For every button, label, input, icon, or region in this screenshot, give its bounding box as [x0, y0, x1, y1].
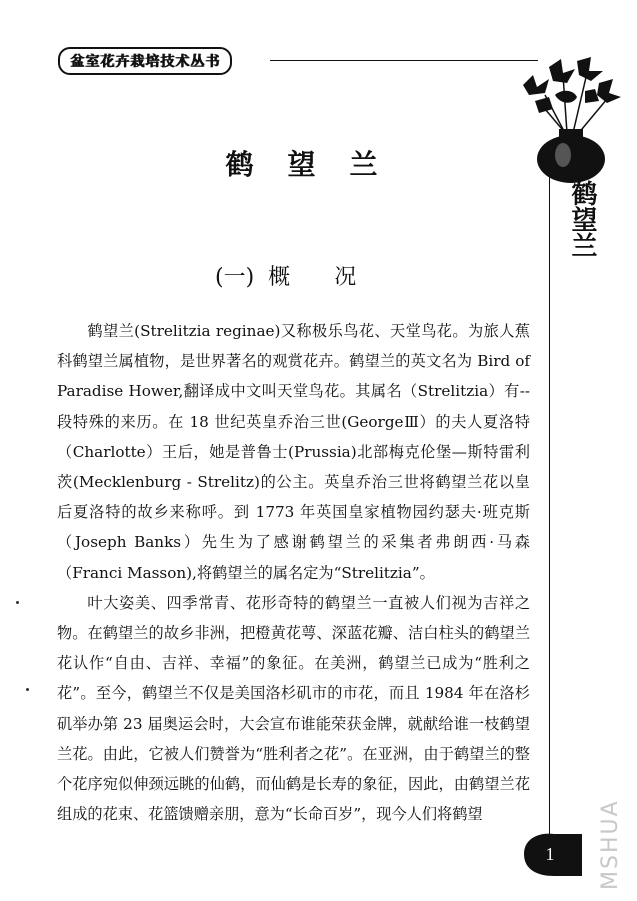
section-heading	[215, 260, 356, 291]
side-chapter-label	[562, 180, 602, 266]
paragraph: 叶大姿美、四季常青、花形奇特的鹤望兰一直被人们视为吉祥之物。在鹤望兰的故乡非洲，把橙黄花萼、深蓝花瓣、洁白柱头的鹤望兰花认作“自由、吉祥、幸福”的象征。在美洲，鹤望兰已成为“胜利之花”。至今，鹤望兰不仅是美国洛杉矶市的市花，而且 1984 年在洛杉矶举办第 23 届奥运会时，大会宣布谁能荣获金牌，就献给谁一枝鹤望兰花。由此，它被人们赞誉为“胜利者之花”。在亚洲，由于鹤望兰的整个花序宛似伸颈远眺的仙鹤，而仙鹤是长寿的象征，因此，由鹤望兰花组成的花束、花篮馈赠亲朋，意为“长命百岁”，现今人们将鹤望	[57, 593, 530, 824]
margin-mark	[16, 601, 19, 604]
section-number: (一)	[215, 265, 255, 290]
side-chapter-text: 鹤望兰	[567, 180, 597, 258]
margin-mark	[26, 688, 29, 691]
watermark: MSHUA	[598, 799, 623, 890]
page-number: 1	[545, 844, 555, 864]
series-title: 盆室花卉栽培技术丛书	[70, 54, 220, 70]
series-title-banner	[58, 47, 232, 75]
page-title: 鹤望兰	[225, 148, 412, 181]
section-word-1: 概	[268, 265, 291, 290]
section-word-2: 况	[334, 265, 357, 290]
page-number-tab	[520, 828, 582, 880]
body-text	[57, 316, 530, 829]
paragraph: 鹤望兰(Strelitzia reginae)又称极乐鸟花、天堂鸟花。为旅人蕉科鹤望兰属植物，是世界著名的观赏花卉。鹤望兰的英文名为 Bird of Paradise Hower,翻译成中文叫天堂鸟花。其属名（Strelitzia）有--段特殊的来历。在 18 世纪英皇乔治三世(GeorgeⅢ）的夫人夏洛特（Charlotte）王后，她是普鲁士(Prussia)北部梅克伦堡—斯特雷利茨(Mecklenburg - Strelitz)的公主。英皇乔治三世将鹤望兰花以皇后夏洛特的故乡来称呼。到 1773 年英国皇家植物园约瑟夫·班克斯（Joseph Banks）先生为了感谢鹤望兰的采集者弗朗西·马森（Franci Masson),将鹤望兰的属名定为“Strelitzia”。	[57, 322, 530, 582]
header-rule	[270, 60, 538, 61]
margin-rule	[549, 150, 550, 835]
